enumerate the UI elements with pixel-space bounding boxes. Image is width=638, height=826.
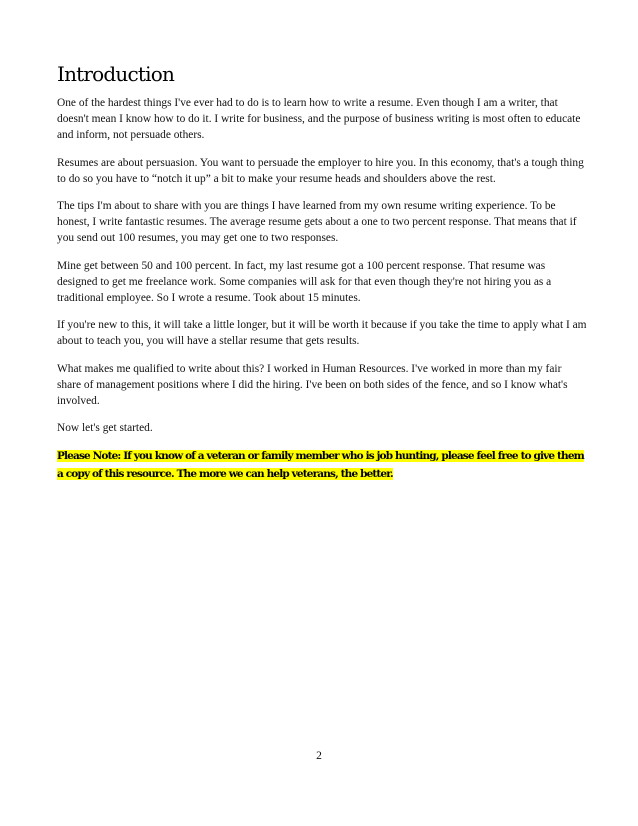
page-title: Introduction	[57, 62, 175, 86]
paragraph-3: The tips I'm about to share with you are things I have learned from my own resume writing experience. To be honest, I write fantastic resumes. The average resume gets about a one to two percent response. That means that if you send out 100 resumes, you may get one to two responses.	[57, 200, 577, 245]
paragraph-5: If you're new to this, it will take a little longer, but it will be worth it because if you take the time to apply what I am about to teach you, you will have a stellar resume that gets results.	[57, 319, 587, 348]
highlighted-note: Please Note: If you know of a veteran or family member who is job hunting, please feel free to give them a copy of this resource. The more we can help veterans, the better.	[57, 450, 584, 480]
paragraph-6: What makes me qualified to write about this? I worked in Human Resources. I've worked in more than my fair share of management positions where I did the hiring. I've been on both sides of the fence, and so I know what's involved.	[57, 362, 568, 408]
page-number: 2	[316, 750, 322, 762]
paragraph-4: Mine get between 50 and 100 percent. In fact, my last resume got a 100 percent response. That resume was designed to get me freelance work. Some companies will ask for that even though they're not hiring you as a traditional employee. So I wrote a resume. Took about 15 minutes.	[57, 259, 552, 305]
paragraph-2: Resumes are about persuasion. You want to persuade the employer to hire you. In this economy, that's a tough thing to do so you have to “notch it up” a bit to make your resume heads and shoulders above the rest.	[57, 156, 584, 185]
paragraph-7: Now let's get started.	[57, 422, 153, 435]
note-block	[57, 447, 587, 481]
page-content	[57, 60, 587, 482]
paragraph-1: One of the hardest things I've ever had to do is to learn how to write a resume. Even though I am a writer, that doesn't mean I know how to do it. I write for business, and the purpose of business writing is most often to educate and inform, not persuade others.	[57, 97, 581, 142]
